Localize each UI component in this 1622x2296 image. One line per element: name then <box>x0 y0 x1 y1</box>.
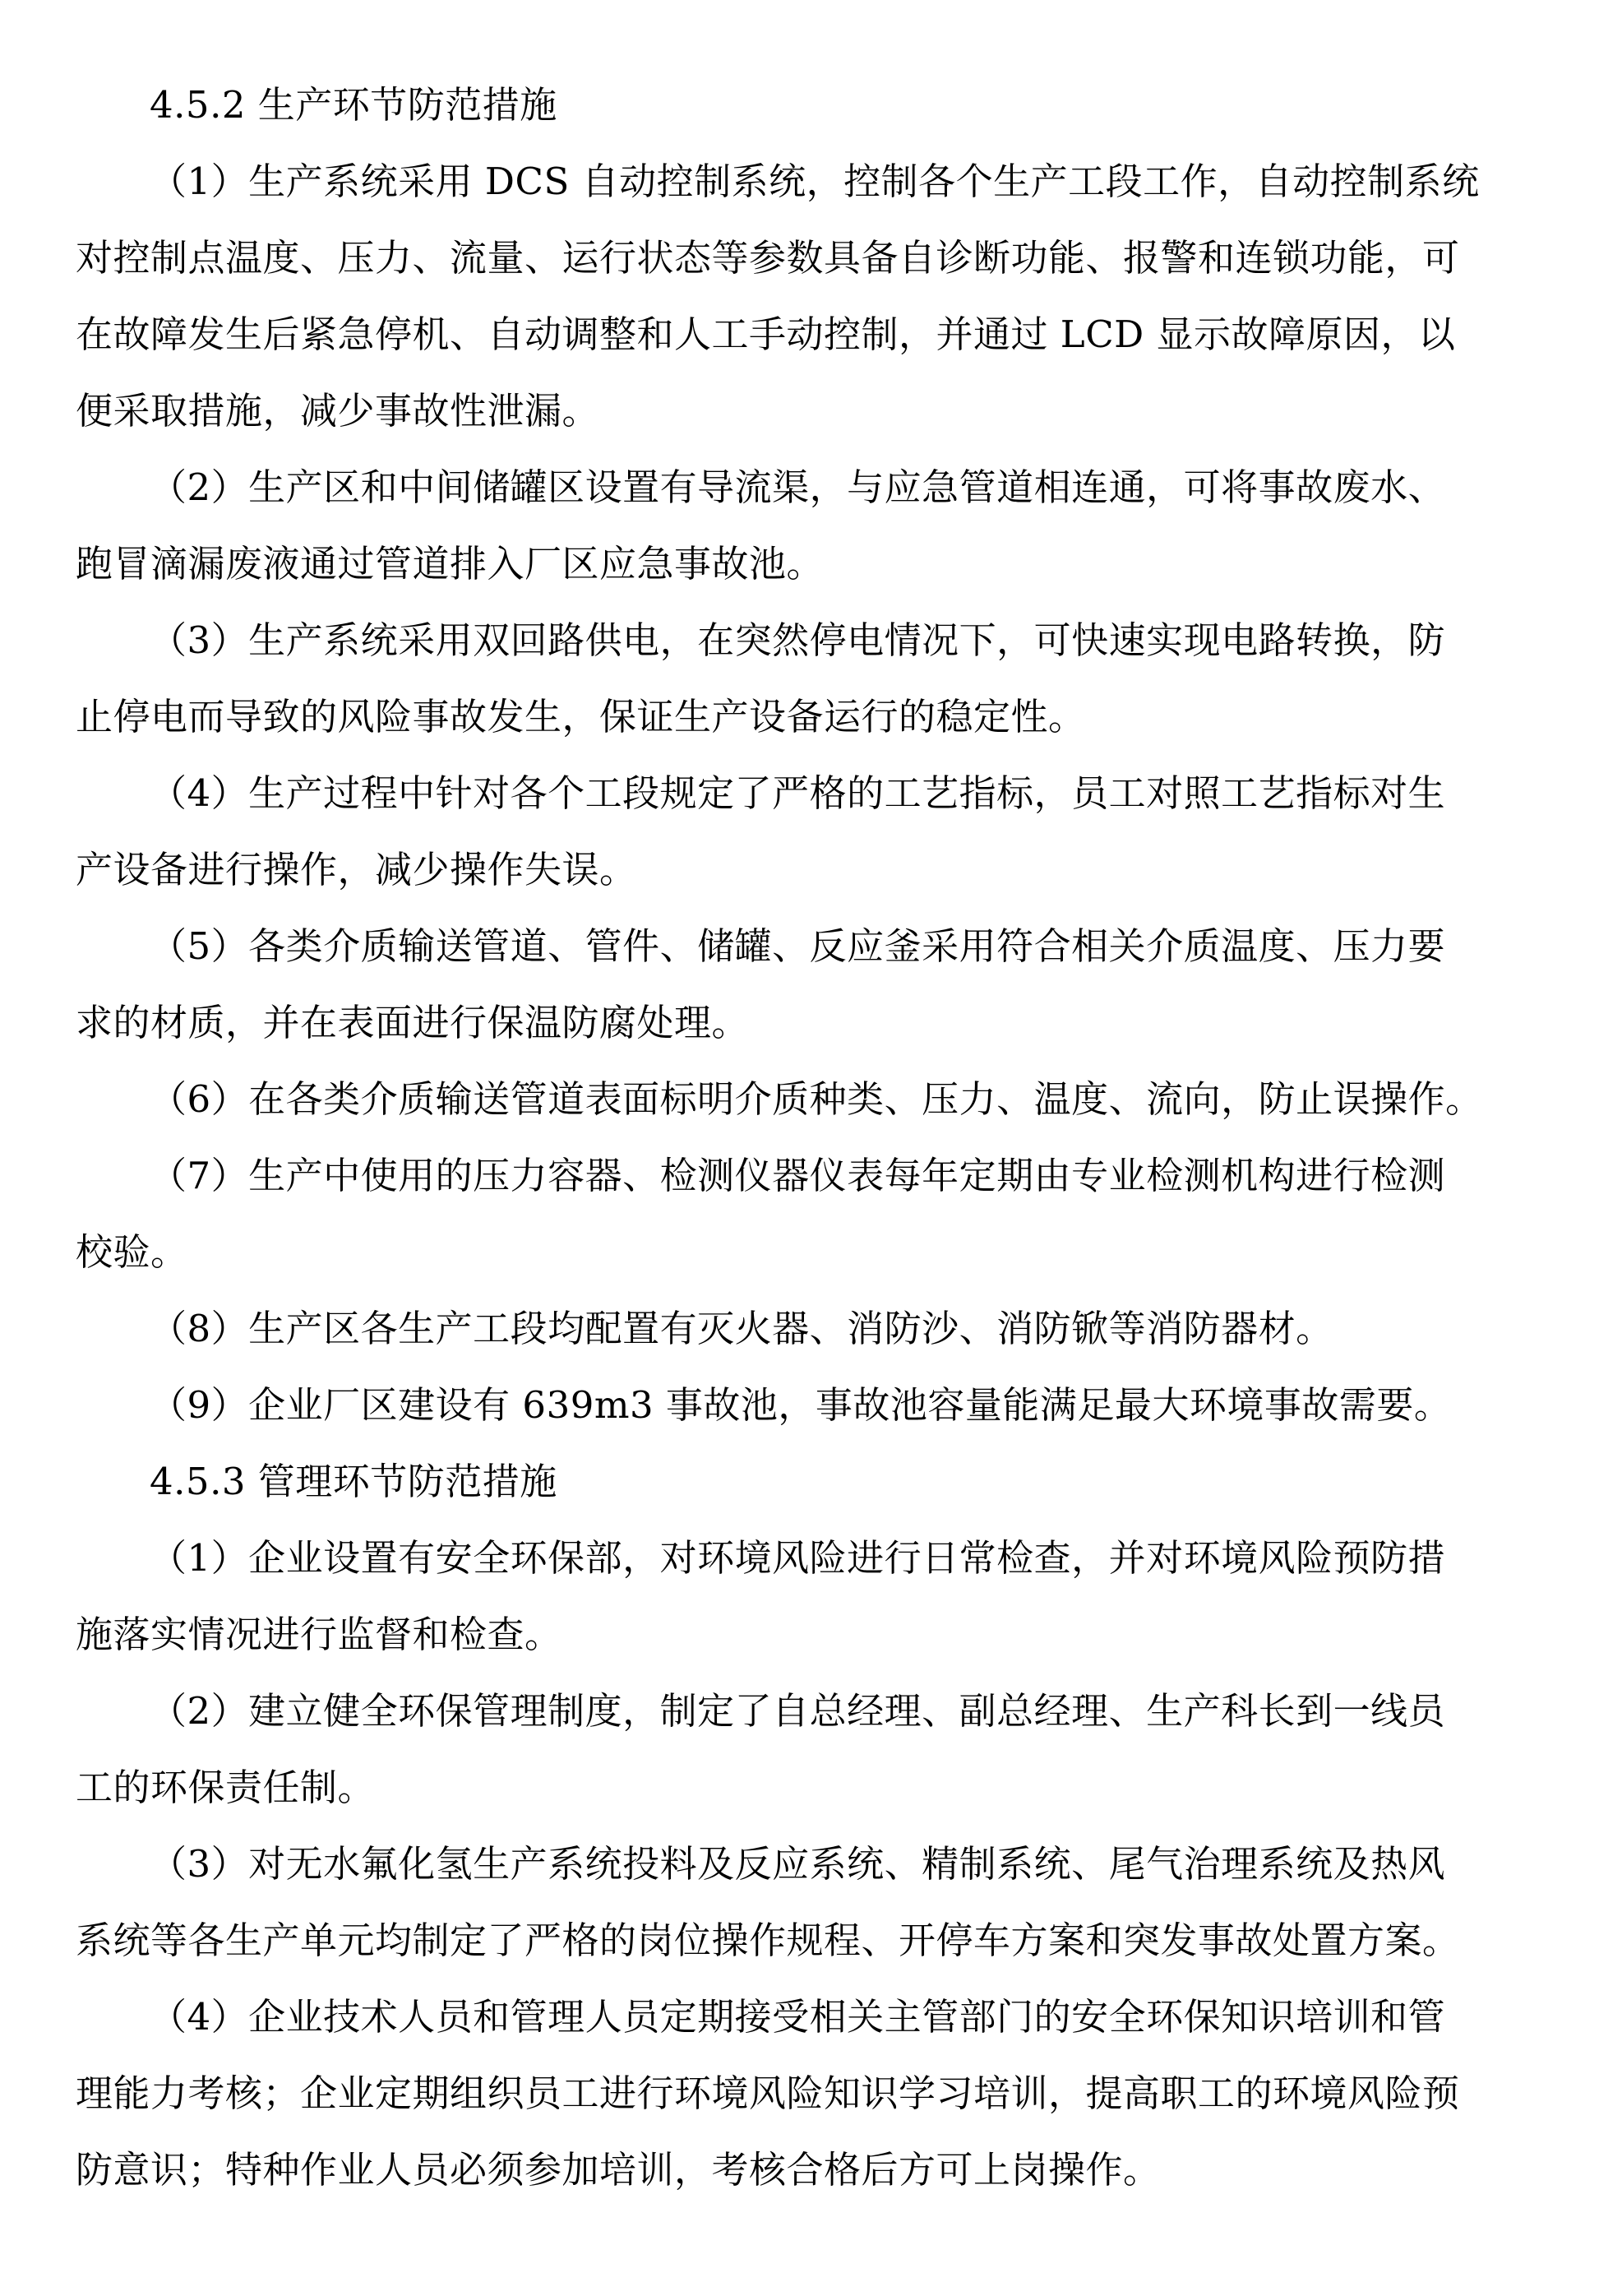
paragraph-line: （8）生产区各生产工段均配置有灭火器、消防沙、消防锨等消防器材。 <box>150 1307 1333 1350</box>
paragraph-line: （1）企业设置有安全环保部，对环境风险进行日常检查，并对环境风险预防措 <box>150 1536 1446 1580</box>
paragraph-line: （7）生产中使用的压力容器、检测仪器仪表每年定期由专业检测机构进行检测 <box>150 1154 1446 1197</box>
paragraph-line: （4）企业技术人员和管理人员定期接受相关主管部门的安全环保知识培训和管 <box>150 1995 1446 2039</box>
section-heading-4-5-2: 4.5.2 生产环节防范措施 <box>150 83 557 127</box>
paragraph-line: （6）在各类介质输送管道表面标明介质种类、压力、温度、流向，防止误操作。 <box>150 1077 1483 1121</box>
paragraph-line: 对控制点温度、压力、流量、运行状态等参数具备自诊断功能、报警和连锁功能，可 <box>76 236 1460 280</box>
paragraph-line: 跑冒滴漏废液通过管道排入厂区应急事故池。 <box>76 542 825 586</box>
paragraph-line: 便采取措施，减少事故性泄漏。 <box>76 389 600 433</box>
paragraph-line: 工的环保责任制。 <box>76 1766 376 1809</box>
paragraph-line: 求的材质，并在表面进行保温防腐处理。 <box>76 1001 750 1044</box>
paragraph-line: （4）生产过程中针对各个工段规定了严格的工艺指标，员工对照工艺指标对生 <box>150 771 1446 815</box>
paragraph-line: 止停电而导致的风险事故发生，保证生产设备运行的稳定性。 <box>76 695 1086 738</box>
paragraph-line: （2）生产区和中间储罐区设置有导流渠，与应急管道相连通，可将事故废水、 <box>150 465 1446 509</box>
paragraph-line: （1）生产系统采用 DCS 自动控制系统，控制各个生产工段工作，自动控制系统 <box>150 160 1480 203</box>
paragraph-line: （3）对无水氟化氢生产系统投料及反应系统、精制系统、尾气治理系统及热风 <box>150 1842 1446 1886</box>
paragraph-line: 产设备进行操作，减少操作失误。 <box>76 848 637 891</box>
paragraph-line: 施落实情况进行监督和检查。 <box>76 1613 562 1656</box>
paragraph-line: 理能力考核；企业定期组织员工进行环境风险知识学习培训，提高职工的环境风险预 <box>76 2071 1460 2115</box>
paragraph-line: （5）各类介质输送管道、管件、储罐、反应釜采用符合相关介质温度、压力要 <box>150 924 1446 968</box>
paragraph-line: 防意识；特种作业人员必须参加培训，考核合格后方可上岗操作。 <box>76 2148 1161 2192</box>
paragraph-line: 在故障发生后紧急停机、自动调整和人工手动控制，并通过 LCD 显示故障原因，以 <box>76 312 1456 356</box>
paragraph-line: （2）建立健全环保管理制度，制定了自总经理、副总经理、生产科长到一线员 <box>150 1689 1446 1733</box>
paragraph-line: （9）企业厂区建设有 639m3 事故池，事故池容量能满足最大环境事故需要。 <box>150 1383 1452 1427</box>
paragraph-line: （3）生产系统采用双回路供电，在突然停电情况下，可快速实现电路转换，防 <box>150 618 1446 662</box>
paragraph-line: 校验。 <box>76 1230 188 1274</box>
paragraph-line: 系统等各生产单元均制定了严格的岗位操作规程、开停车方案和突发事故处置方案。 <box>76 1919 1460 1962</box>
section-heading-4-5-3: 4.5.3 管理环节防范措施 <box>150 1460 557 1503</box>
